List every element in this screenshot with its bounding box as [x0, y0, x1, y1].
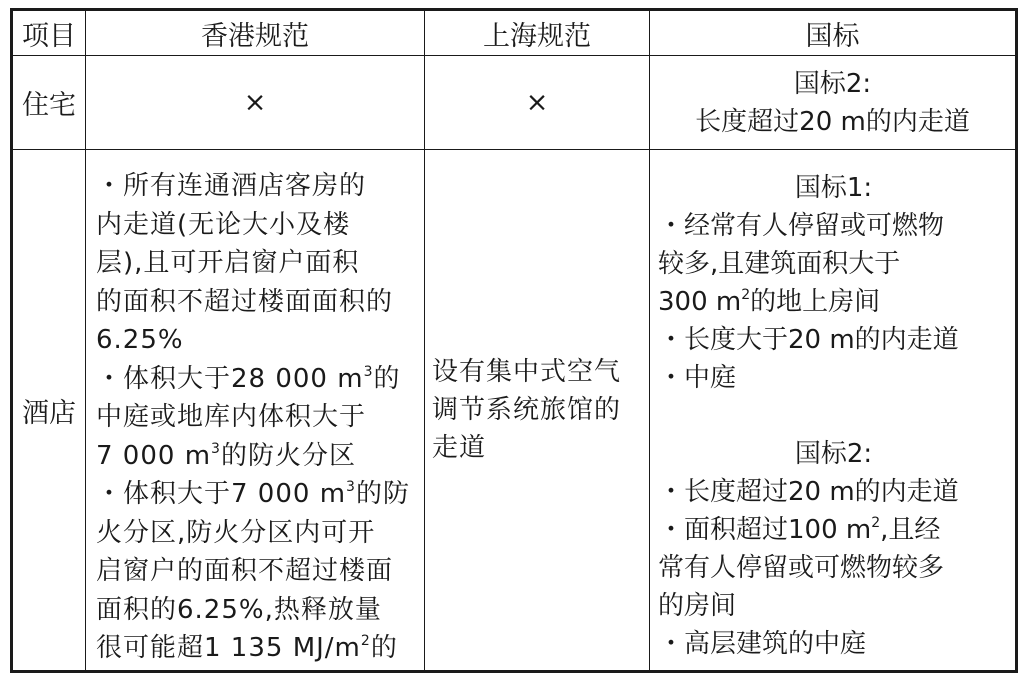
hotel-gb2-line: 常有人停留或可燃物较多 — [658, 553, 945, 583]
hotel-gb1-line: ・中庭 — [658, 363, 737, 393]
residential-gb-line: 长度超过20 m的内走道 — [695, 106, 970, 137]
hotel-gb1-line-composite — [658, 283, 1009, 321]
hotel-gb1-line: 较多,且建筑面积大于 — [658, 249, 901, 279]
hotel-hk-line: 6.25% — [96, 325, 184, 355]
header-sh-code: 上海规范 — [425, 10, 650, 56]
hotel-sh-cell — [425, 150, 650, 672]
fire-spec-table — [10, 8, 1018, 673]
hotel-gb1-line: ・长度大于20 m的内走道 — [658, 325, 959, 355]
hotel-hk-line-composite — [96, 360, 416, 399]
hotel-gb1-line: ・经常有人停留或可燃物 — [658, 211, 945, 241]
hotel-hk-text: ・体积大于28 000 m — [96, 363, 364, 394]
superscript: 3 — [346, 479, 356, 495]
hotel-label: 酒店 — [12, 150, 86, 672]
hotel-sh-line: 走道 — [432, 433, 487, 463]
header-national-standard: 国标 — [650, 10, 1017, 56]
hotel-hk-text: 的 — [373, 363, 401, 394]
hotel-hk-line: 面积的6.25%,热释放量 — [96, 594, 382, 625]
hotel-gb1-title: 国标1: — [794, 173, 873, 203]
hotel-hk-cell — [86, 150, 425, 672]
hotel-gb1-text: 300 m — [658, 287, 742, 317]
hotel-hk-text: ・体积大于7 000 m — [96, 479, 347, 509]
hotel-hk-line: 火分区,防火分区内可开 — [96, 517, 376, 548]
residential-label: 住宅 — [12, 56, 86, 150]
header-item: 项目 — [12, 10, 86, 56]
superscript: 2 — [741, 287, 751, 303]
hotel-hk-line-composite — [96, 629, 416, 668]
hotel-gb2-line-composite — [658, 511, 1009, 549]
superscript: 2 — [871, 515, 881, 531]
hotel-gb2-line: 的房间 — [658, 591, 737, 621]
residential-gb-cell — [650, 56, 1017, 150]
hotel-hk-text: 的防火分区 — [220, 440, 356, 471]
hotel-hk-text: 的 — [370, 633, 398, 663]
hotel-hk-line: 启窗户的面积不超过楼面 — [96, 556, 394, 586]
hotel-gb2-text: ,且经 — [880, 515, 941, 545]
hotel-hk-line: ・所有连通酒店客房的 — [96, 171, 367, 201]
hotel-hk-line: 层),且可开启窗户面积 — [96, 248, 360, 278]
hotel-hk-line-composite — [96, 437, 416, 476]
residential-sh-cell: × — [425, 56, 650, 150]
hotel-gb2-line: ・高层建筑的中庭 — [658, 629, 867, 659]
hotel-hk-text: 的防 — [355, 479, 410, 509]
hotel-gb1-text: 的地上房间 — [750, 287, 881, 317]
hotel-hk-line: 的面积不超过楼面面积的 — [96, 286, 394, 317]
header-row — [12, 10, 1017, 56]
residential-gb-title: 国标2: — [793, 68, 872, 99]
hotel-sh-line: 调节系统旅馆的 — [432, 395, 622, 425]
hotel-hk-text: 7 000 m — [96, 440, 212, 471]
hotel-gb-cell — [650, 150, 1017, 672]
hotel-hk-line: 内走道(无论大小及楼 — [96, 209, 351, 240]
hotel-hk-text: 很可能超1 135 MJ/m — [96, 633, 361, 663]
residential-row — [12, 56, 1017, 150]
residential-hk-cell: × — [86, 56, 425, 150]
hotel-gb2-line: ・长度超过20 m的内走道 — [658, 477, 959, 507]
superscript: 2 — [360, 633, 371, 649]
hotel-hk-line: 中庭或地库内体积大于 — [96, 402, 367, 432]
header-hk-code: 香港规范 — [86, 10, 425, 56]
hotel-gb2-text: ・面积超过100 m — [658, 515, 872, 545]
hotel-gb2-title: 国标2: — [794, 439, 873, 469]
hotel-row — [12, 150, 1017, 672]
hotel-sh-line: 设有集中式空气 — [432, 357, 622, 387]
superscript: 3 — [363, 363, 374, 380]
spacer — [658, 397, 1009, 435]
hotel-hk-line-composite — [96, 475, 416, 514]
superscript: 3 — [211, 440, 221, 457]
